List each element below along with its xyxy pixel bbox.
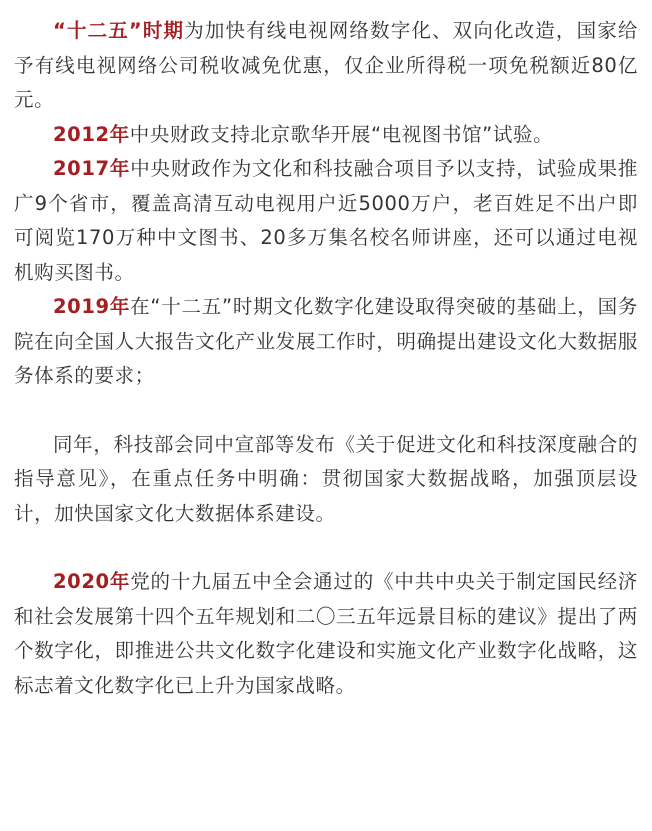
paragraph-text: 中央财政支持北京歌华开展“电视图书馆”试验。	[129, 122, 554, 146]
period-highlight: “十二五”时期	[53, 19, 185, 42]
paragraph-text: 党的十九届五中全会通过的《中共中央关于制定国民经济和社会发展第十四个五年规划和二〇三五年远景目标的建议》提出了两个数字化，即推进公共文化数字化建设和实施文化产业数字化战略，这标志着文化数字化已上升为国家战略。	[14, 570, 638, 697]
paragraph-2012	[14, 118, 638, 153]
paragraph-text: 同年，科技部会同中宣部等发布《关于促进文化和科技深度融合的指导意见》，在重点任务中明确：贯彻国家大数据战略，加强顶层设计，加快国家文化大数据体系建设。	[14, 432, 638, 525]
paragraph-text: 中央财政作为文化和科技融合项目予以支持，试验成果推广9个省市，覆盖高清互动电视用户近5000万户，老百姓足不出户即可阅览170万种中文图书、20多万集名校名师讲座，还可以通过电视机购买图书。	[14, 157, 638, 284]
paragraph-spacer	[14, 394, 638, 428]
paragraph-2020	[14, 565, 638, 703]
paragraph-spacer	[14, 531, 638, 565]
paragraph-2019	[14, 290, 638, 394]
paragraph-tax-incentive	[14, 14, 638, 118]
paragraph-text: 为加快有线电视网络数字化、双向化改造，国家给予有线电视网络公司税收减免优惠，仅企业所得税一项免税额近80亿元。	[14, 19, 638, 111]
year-highlight: 2017年	[53, 157, 131, 180]
year-highlight: 2012年	[53, 122, 130, 146]
paragraph-2017	[14, 152, 638, 290]
paragraph-text: 在“十二五”时期文化数字化建设取得突破的基础上，国务院在向全国人大报告文化产业发展工作时，明确提出建设文化大数据服务体系的要求；	[14, 295, 638, 387]
paragraph-same-year	[14, 428, 638, 532]
year-highlight: 2019年	[53, 295, 131, 318]
year-highlight: 2020年	[53, 570, 131, 593]
